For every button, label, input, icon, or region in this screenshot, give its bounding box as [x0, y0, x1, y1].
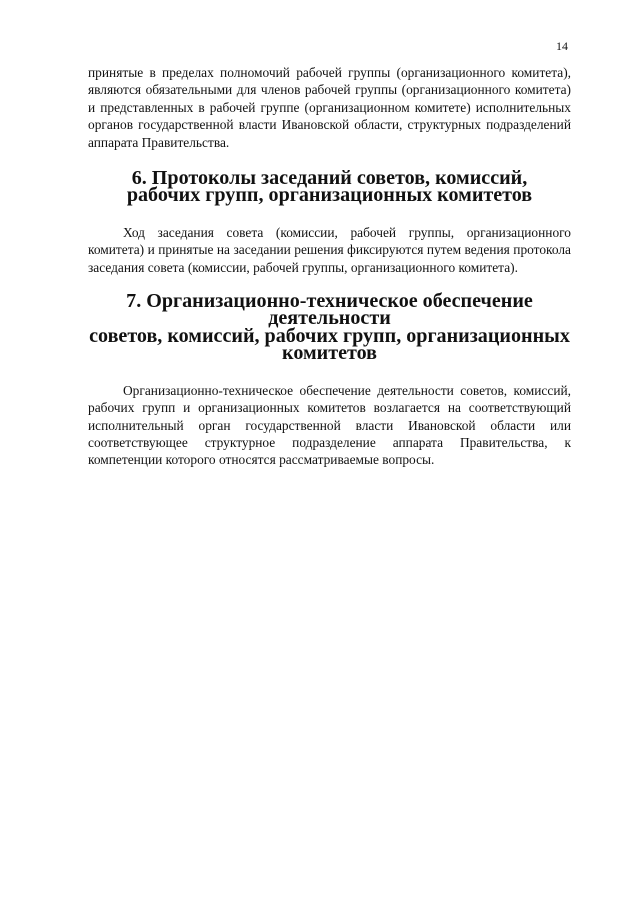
section-7-heading-line-1: 7. Организационно-техническое обеспечение деятельности — [126, 290, 533, 330]
document-body — [88, 64, 571, 469]
intro-paragraph: принятые в пределах полномочий рабочей группы (организационного комитета), являются обязательными для членов рабочей группы (организационного комитета) и представленных в рабочей группе (организационном комитете) исполнительных органов государственной власти Ивановской области, структурных подразделений аппарата Правительства. — [88, 65, 571, 150]
section-6-heading — [88, 167, 571, 207]
section-6-paragraph: Ход заседания совета (комиссии, рабочей группы, организационного комитета) и принятые на заседании решения фиксируются путем ведения протокола заседания совета (комиссии, рабочей группы, организационного комитета). — [88, 224, 571, 275]
page-number: 14 — [556, 39, 568, 53]
section-7-heading-line-2: советов, комиссий, рабочих групп, организационных комитетов — [89, 324, 570, 365]
section-7-heading — [88, 290, 571, 365]
section-7-paragraph: Организационно-техническое обеспечение деятельности советов, комиссий, рабочих групп и организационных комитетов возлагается на соответствующий исполнительный орган государственной власти Ивановской области или соответствующее структурное подразделение аппарата Правительства, к компетенции которого относятся рассматриваемые вопросы. — [88, 382, 571, 468]
section-6-heading-line-2: рабочих групп, организационных комитетов — [126, 184, 533, 207]
section-6-heading-line-1: 6. Протоколы заседаний советов, комиссий, — [131, 167, 528, 190]
